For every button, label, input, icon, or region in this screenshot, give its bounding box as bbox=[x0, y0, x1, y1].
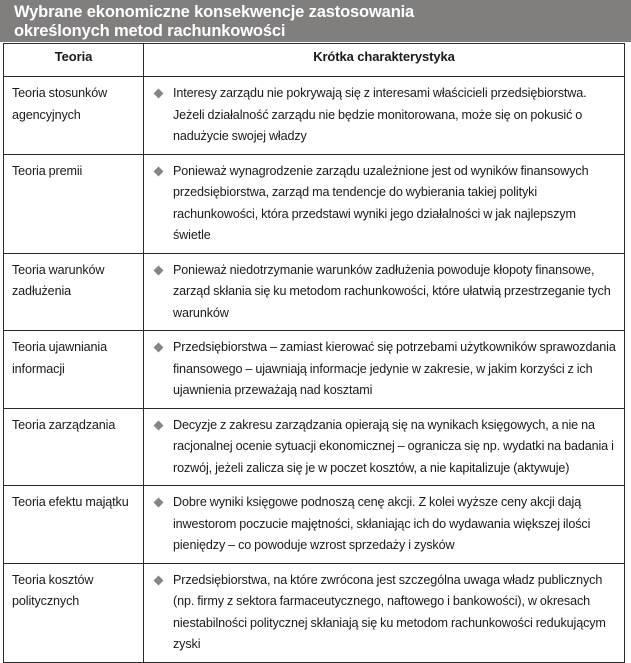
cell-theory: Teoria ujawniania informacji bbox=[4, 331, 144, 409]
cell-description bbox=[144, 331, 625, 409]
diamond-bullet-icon bbox=[154, 166, 164, 176]
table-row bbox=[4, 154, 625, 253]
column-header-description: Krótka charakterystyka bbox=[144, 44, 625, 77]
cell-description bbox=[144, 563, 625, 662]
cell-description bbox=[144, 77, 625, 155]
cell-theory: Teoria zarządzania bbox=[4, 408, 144, 486]
table-row bbox=[4, 331, 625, 409]
description-text: Ponieważ niedotrzymanie warunków zadłużenia powoduje kłopoty finansowe, zarząd skłania się ku metodom rachunkowości, które ułatwią przestrzeganie tych warunków bbox=[173, 262, 611, 320]
theories-table-container bbox=[3, 43, 624, 663]
description-text: Przedsiębiorstwa – zamiast kierować się potrzebami użytkowników sprawozdania finansowego – ujawniają informacje jedynie w zakresie, w jakim korzyści z ich ujawnienia przeważają nad kosztami bbox=[173, 340, 616, 397]
cell-description bbox=[144, 486, 625, 564]
theories-table bbox=[3, 43, 625, 663]
document-title-banner bbox=[0, 0, 631, 42]
cell-description bbox=[144, 253, 625, 331]
page-title-line-1: Wybrane ekonomiczne konsekwencje zastosowania bbox=[14, 3, 415, 21]
diamond-bullet-icon bbox=[154, 575, 164, 585]
table-row bbox=[4, 77, 625, 155]
table-row bbox=[4, 408, 625, 486]
table-header bbox=[4, 44, 625, 77]
diamond-bullet-icon bbox=[154, 498, 164, 508]
cell-description bbox=[144, 154, 625, 253]
cell-theory: Teoria stosunków agencyjnych bbox=[4, 77, 144, 155]
cell-theory: Teoria warunków zadłużenia bbox=[4, 253, 144, 331]
description-text: Ponieważ wynagrodzenie zarządu uzależnione jest od wyników finansowych przedsiębiorstwa, zarząd ma tendencje do wybierania takiej polityki rachunkowości, która przedstawi wyniki jego działalności w jak najlepszym świetle bbox=[173, 163, 589, 242]
table-body bbox=[4, 77, 625, 663]
diamond-bullet-icon bbox=[154, 420, 164, 430]
description-text: Interesy zarządu nie pokrywają się z interesami właścicieli przedsiębiorstwa. Jeżeli działalność zarządu nie będzie monitorowana, może się on pokusić o nadużycie swojej władzy bbox=[173, 86, 587, 143]
cell-description bbox=[144, 408, 625, 486]
table-row bbox=[4, 253, 625, 331]
diamond-bullet-icon bbox=[154, 265, 164, 275]
description-text: Decyzje z zakresu zarządzania opierają się na wynikach księgowych, a nie na racjonalnej ocenie sytuacji ekonomicznej – ogranicza się np. wydatki na badania i rozwój, jeżeli zalicza się je w poczet kosztów, a nie kapitalizuje (aktywuje) bbox=[173, 417, 614, 475]
cell-theory: Teoria kosztów politycznych bbox=[4, 563, 144, 662]
description-text: Przedsiębiorstwa, na które zwrócona jest szczególna uwaga władz publicznych (np. firmy z sektora farmaceutycznego, naftowego i bankowości), w okresach niestabilności politycznej skłaniają się ku metodom rachunkowości redukującym zyski bbox=[173, 572, 606, 651]
description-text: Dobre wyniki księgowe podnoszą cenę akcji. Z kolei wyższe ceny akcji dają inwestorom poczucie majętności, skłaniając ich do wydawania większej ilości pieniędzy – co powoduje wzrost sprzedaży i zysków bbox=[173, 495, 591, 552]
diamond-bullet-icon bbox=[154, 343, 164, 353]
table-header-row bbox=[4, 44, 625, 77]
column-header-theory: Teoria bbox=[4, 44, 144, 77]
page-title-line-2: określonych metod rachunkowości bbox=[14, 22, 286, 40]
cell-theory: Teoria premii bbox=[4, 154, 144, 253]
diamond-bullet-icon bbox=[154, 89, 164, 99]
table-row bbox=[4, 563, 625, 662]
table-row bbox=[4, 486, 625, 564]
cell-theory: Teoria efektu majątku bbox=[4, 486, 144, 564]
